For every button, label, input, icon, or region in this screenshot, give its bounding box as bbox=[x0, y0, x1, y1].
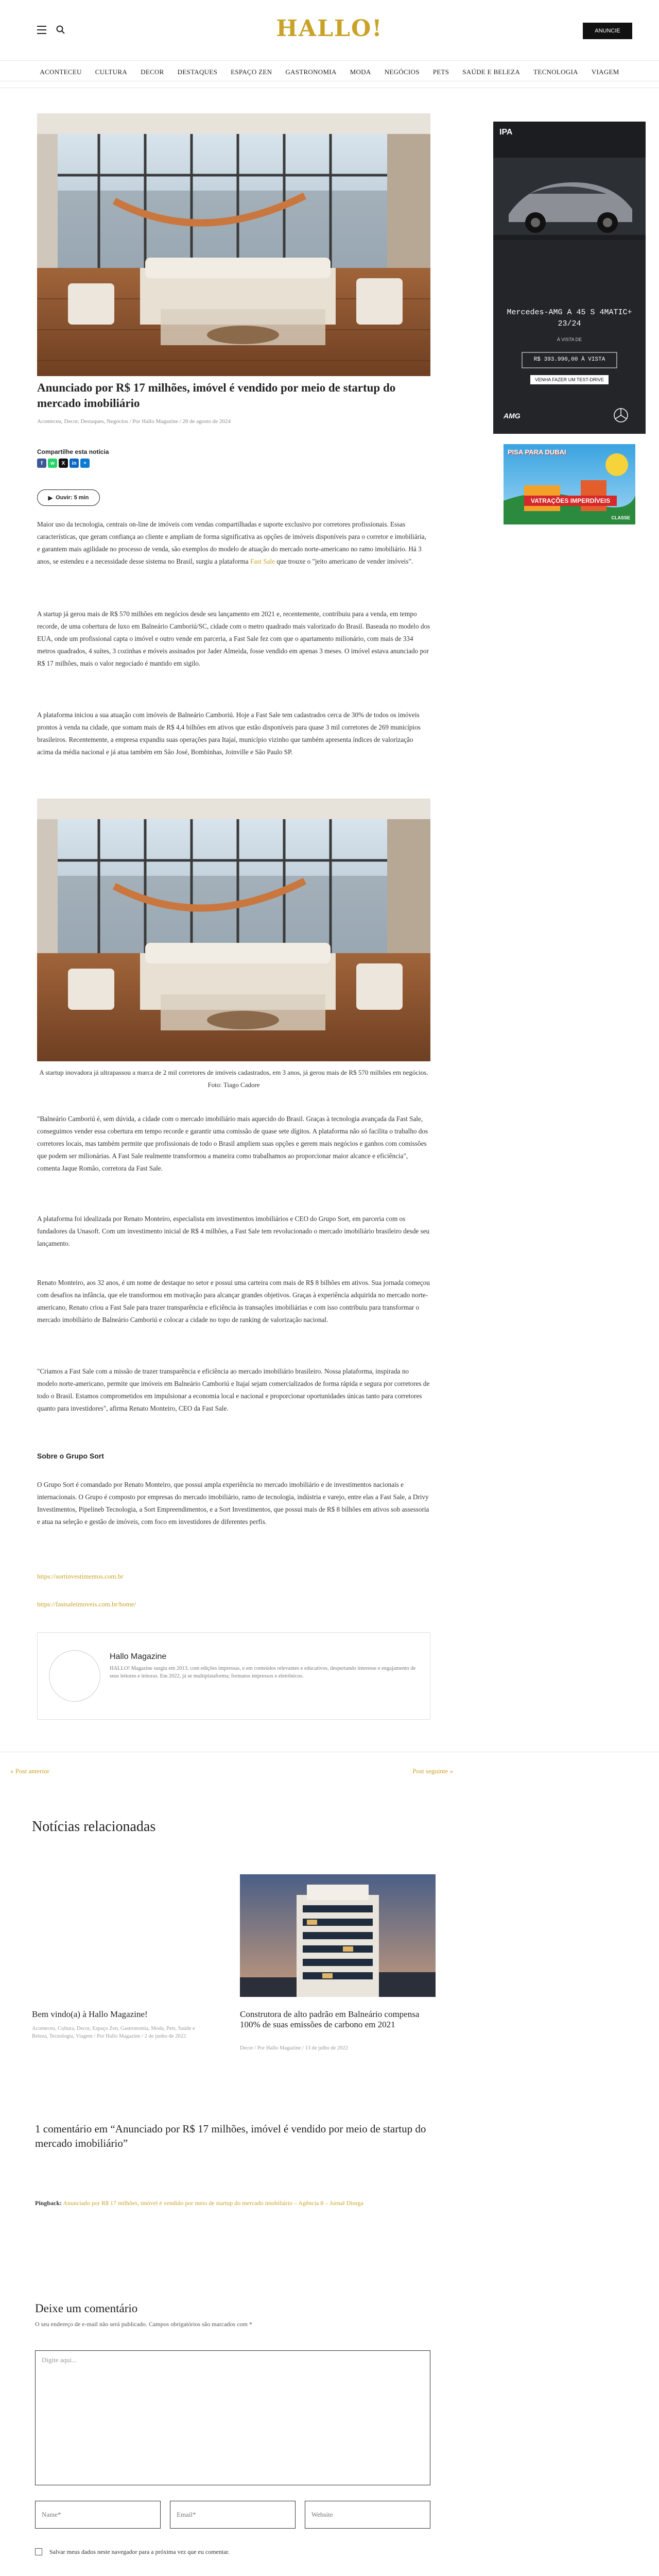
author-name[interactable]: Hallo Magazine bbox=[110, 1652, 167, 1661]
site-logo[interactable]: HALLO! bbox=[276, 15, 383, 42]
next-post-link[interactable]: Post seguinte » bbox=[412, 1767, 453, 1775]
article-paragraph: "Criamos a Fast Sale com a missão de trazer transparência e eficiência ao mercado imobiliário brasileiro. Nossa plataforma, inspirada no modelo norte-americano, permite que imóveis em Balneário Camboriú e Itajaí sejam comercializados de forma rápida e segura por corretores de todo o Brasil. Estamos comprometidos em impulsionar a economia local e nacional e proporcionar oportunidades únicas tanto para corretores quanto para investidores", afirma Renato Monteiro, CEO da Fast Sale. bbox=[37, 1367, 430, 1412]
nav-item[interactable]: VIAGEM bbox=[591, 68, 619, 76]
main-nav bbox=[0, 65, 659, 81]
related-thumb[interactable] bbox=[240, 1874, 436, 1997]
nav-item[interactable]: CULTURA bbox=[95, 68, 128, 76]
related-item-meta: Decor / Por Hallo Magazine / 13 de julho de 2022 bbox=[240, 2045, 348, 2051]
comment-form-note: O seu endereço de e-mail não será publicado. Campos obrigatórios são marcados com * bbox=[35, 2320, 252, 2328]
article-image bbox=[37, 799, 430, 1061]
author-box bbox=[37, 1632, 430, 1720]
article-title: Anunciado por R$ 17 milhões, imóvel é vendido por meio de startup do mercado imobiliário bbox=[37, 381, 396, 410]
nav-item[interactable]: ACONTECEU bbox=[40, 68, 82, 76]
related-item-title[interactable]: Construtora de alto padrão em Balneário compensa 100% de suas emissões de carbono em 2021 bbox=[240, 2009, 420, 2029]
nav-item[interactable]: DESTAQUES bbox=[177, 68, 218, 76]
comment-textarea[interactable]: Digite aqui... bbox=[35, 2350, 430, 2485]
comments-title: 1 comentário em “Anunciado por R$ 17 milhões, imóvel é vendido por meio de startup do mercado imobiliário” bbox=[35, 2123, 426, 2149]
site-header bbox=[0, 0, 659, 61]
avatar bbox=[49, 1650, 100, 1702]
search-icon[interactable] bbox=[56, 25, 66, 35]
related-title: Notícias relacionadas bbox=[32, 1819, 156, 1835]
fast-sale-link[interactable]: Fast Sale bbox=[250, 557, 275, 565]
hotel-ad-brand: PISA PARA DUBAI bbox=[508, 448, 566, 456]
article-paragraph bbox=[37, 518, 430, 568]
paragraph-text: que trouxe o "jeito americano de vender imóveis". bbox=[276, 557, 413, 565]
nav-item[interactable]: PETS bbox=[432, 68, 449, 76]
listen-button[interactable] bbox=[37, 489, 100, 506]
ad-price-label: À VISTA DE bbox=[557, 337, 582, 342]
ad-cta[interactable]: VENHA FAZER UM TEST-DRIVE bbox=[530, 375, 609, 384]
email-field[interactable] bbox=[170, 2501, 296, 2529]
share-buttons bbox=[37, 459, 90, 468]
ad-footer: AMG bbox=[504, 412, 521, 420]
nav-item[interactable]: ESPAÇO ZEN bbox=[231, 68, 272, 76]
hero-image bbox=[37, 113, 430, 376]
related-thumb[interactable] bbox=[32, 1874, 228, 1997]
nav-item[interactable]: TECNOLOGIA bbox=[533, 68, 578, 76]
ad-brand: IPA bbox=[499, 128, 513, 137]
nav-item[interactable]: SAÚDE E BELEZA bbox=[462, 68, 521, 76]
save-data-checkbox[interactable] bbox=[35, 2548, 42, 2555]
article-paragraph: O Grupo Sort é comandado por Renato Monteiro, que possui ampla experiência no mercado imobiliário e de investimentos nacionais e internacionais. O Grupo é composto por empresas do mercado imobiliário, ramo de tecnologia, indústria e varejo, entre elas a Fast Sale, a Drivy Investimentos, Pipelineb Tecnologia, a Sort Empreendimentos, e a Sort Investimentos, que possui mais de R$ 8 bilhões em ativos sob assessoria e atua na seleção e gestão de imóveis, com foco em investidores de diferentes perfis. bbox=[37, 1481, 429, 1526]
section-subheading: Sobre o Grupo Sort bbox=[37, 1452, 104, 1460]
related-item-title[interactable]: Bem vindo(a) à Hallo Magazine! bbox=[32, 2009, 148, 2019]
ad-price: R$ 393.990,00 À VISTA bbox=[533, 357, 605, 363]
anuncie-button[interactable]: ANUNCIE bbox=[583, 23, 632, 39]
menu-icon[interactable] bbox=[37, 26, 47, 34]
article-paragraph: A plataforma iniciou a sua atuação com imóveis de Balneário Camboriú. Hoje a Fast Sale tem cadastrados cerca de 30% de todos os imóveis prontos à venda na cidade, que somam mais de R$ 4,4 bilhões em ativos que estão disponíveis para quase 3 mil corretores de 269 municípios brasileiros. Recentemente, a empresa expandiu suas operações para Itajaí, município vizinho que também apresenta índices de valorização acima da média nacional e já atua também em São José, Bombinhas, Joinville e São Paulo SP. bbox=[37, 711, 421, 756]
linkedin-icon[interactable]: in bbox=[70, 459, 79, 468]
article-meta: Aconteceu, Decor, Destaques, Negócios / Por Hallo Magazine / 28 de agosto de 2024 bbox=[37, 418, 231, 425]
related-item-meta: Aconteceu, Cultura, Decor, Espaço Zen, Gastronomia, Moda, Pets, Saúde e Beleza, Tecnologia, Viagem / Por Hallo Magazine / 2 de junho de 2022 bbox=[32, 2026, 195, 2039]
x-icon[interactable]: X bbox=[59, 459, 68, 468]
paragraph-text: Maior uso da tecnologia, centrais on-line de imóveis com vendas compartilhadas e suporte exclusivo por corretores profissionais. Essas características, que geram confiança ao cliente e ampliam de forma significativa as opções de imóveis disponíveis para o corretor e imobiliária, e garantem mais agilidade no processo de venda, são exemplos do modelo de atuação do mercado norte-americano no ramo imobiliário. Há 3 anos, se estendeu e a necessidade desse sistema no Brasil, surgiu a plataforma bbox=[37, 520, 426, 565]
pingback-link[interactable]: Anunciado por R$ 17 milhões, imóvel é vendido por meio de startup do mercado imobiliário – Agência 8 – Jornal Diorga bbox=[63, 2199, 363, 2207]
article-paragraph: A plataforma foi idealizada por Renato Monteiro, especialista em investimentos imobiliários e CEO do Grupo Sort, em parceria com os fundadores da Unasoft. Com um investimento inicial de R$ 4 milhões, a Fast Sale tem revolucionado o mercado imobiliário brasileiro desde seu lançamento. bbox=[37, 1215, 430, 1247]
pingback-label: Pingback: bbox=[35, 2199, 62, 2207]
share-icon[interactable]: + bbox=[80, 459, 90, 468]
ad-model: Mercedes-AMG A 45 S 4MATIC+ 23/24 bbox=[507, 308, 632, 328]
comment-form-title: Deixe um comentário bbox=[35, 2302, 138, 2315]
article-paragraph: A startup já gerou mais de R$ 570 milhões em negócios desde seu lançamento em 2021 e, recentemente, contribuiu para a venda, em tempo recorde, de uma cobertura de luxo em Balneário Camboriú/SC, cidade com o metro quadrado mais valorizado do Brasil. Baseada no modelo dos EUA, onde um profissional capta o imóvel e outro vende em parceria, a Fast Sale fez com que o apartamento milionário, com mais de 334 metros quadrados, 4 suítes, 3 cozinhas e móveis assinados por Jader Almeida, fosse vendido em apenas 3 meses. O imóvel estava anunciado por R$ 17 milhões, mais o valor negociado é mantido em sigilo. bbox=[37, 610, 430, 667]
listen-label: Ouvir: 5 min bbox=[56, 495, 89, 501]
fastsale-link[interactable]: https://fastsaleimoveis.com.br/home/ bbox=[37, 1600, 136, 1608]
whatsapp-icon[interactable]: w bbox=[48, 459, 57, 468]
pingback bbox=[35, 2198, 447, 2208]
image-caption: A startup inovadora já ultrapassou a marca de 2 mil corretores de imóveis cadastrados, em 3 anos, já gerou mais de R$ 570 milhões em negócios. Foto: Tiago Cadore bbox=[39, 1069, 428, 1089]
play-icon: ▶ bbox=[48, 495, 53, 501]
share-label: Compartilhe esta notícia bbox=[37, 448, 109, 455]
nav-item[interactable]: MODA bbox=[350, 68, 371, 76]
save-data-label: Salvar meus dados neste navegador para a próxima vez que eu comentar. bbox=[49, 2548, 230, 2555]
hotel-ad-banner[interactable] bbox=[504, 444, 635, 524]
car-ad-banner[interactable] bbox=[493, 122, 646, 434]
prev-post-link[interactable]: « Post anterior bbox=[10, 1767, 49, 1775]
article-paragraph: Renato Monteiro, aos 32 anos, é um nome de destaque no setor e possui uma carteira com mais de R$ 8 bilhões em ativos. Sua jornada começou com desafios na infância, que ele transformou em motivação para alcançar grandes objetivos. Graças à experiência adquirida no mercado norte-americano, Renato criou a Fast Sale para trazer transparência e eficiência às transações imobiliárias e com isso contribuiu para transformar o mercado imobiliário de Balneário Camboriú e colocar a cidade no topo de ranking de valorização nacional. bbox=[37, 1279, 430, 1324]
nav-item[interactable]: NEGÓCIOS bbox=[384, 68, 420, 76]
article-paragraph: "Balneário Camboriú é, sem dúvida, a cidade com o mercado imobiliário mais aquecido do Brasil. Graças à tecnologia avançada da Fast Sale, conseguimos vender essa cobertura em tempo recorde e garantir uma comissão de quase sete dígitos. A plataforma não só facilita o trabalho dos corretores locais, mas também permite que profissionais de todo o Brasil ampliem suas opções e gerem mais negócios e ganhos com comissões que podem ser milionárias. A Fast Sale realmente transformou a maneira como trabalhamos ao proporcionar maior alcance e eficiência", comenta Jaque Romão, corretora da Fast Sale. bbox=[37, 1115, 428, 1172]
hotel-ad-sub: CLASSE bbox=[611, 515, 630, 520]
nav-item[interactable]: GASTRONOMIA bbox=[285, 68, 337, 76]
facebook-icon[interactable]: f bbox=[37, 459, 46, 468]
nav-item[interactable]: DECOR bbox=[141, 68, 164, 76]
author-bio: HALLO! Magazine surgiu em 2013, com edições impressas, e em conteúdos relevantes e educativos, despertando interesse e engajamento de seus leitores e leitoras. Em 2022, já se multiplataforma; formatos impressos e eletrônicos. bbox=[110, 1666, 416, 1679]
hotel-ad-headline: VATRAÇÕES IMPERDÍVEIS bbox=[524, 496, 617, 506]
sort-link[interactable]: https://sortinvestimentos.com.br bbox=[37, 1572, 124, 1580]
name-field[interactable] bbox=[35, 2501, 161, 2529]
website-field[interactable] bbox=[305, 2501, 430, 2529]
